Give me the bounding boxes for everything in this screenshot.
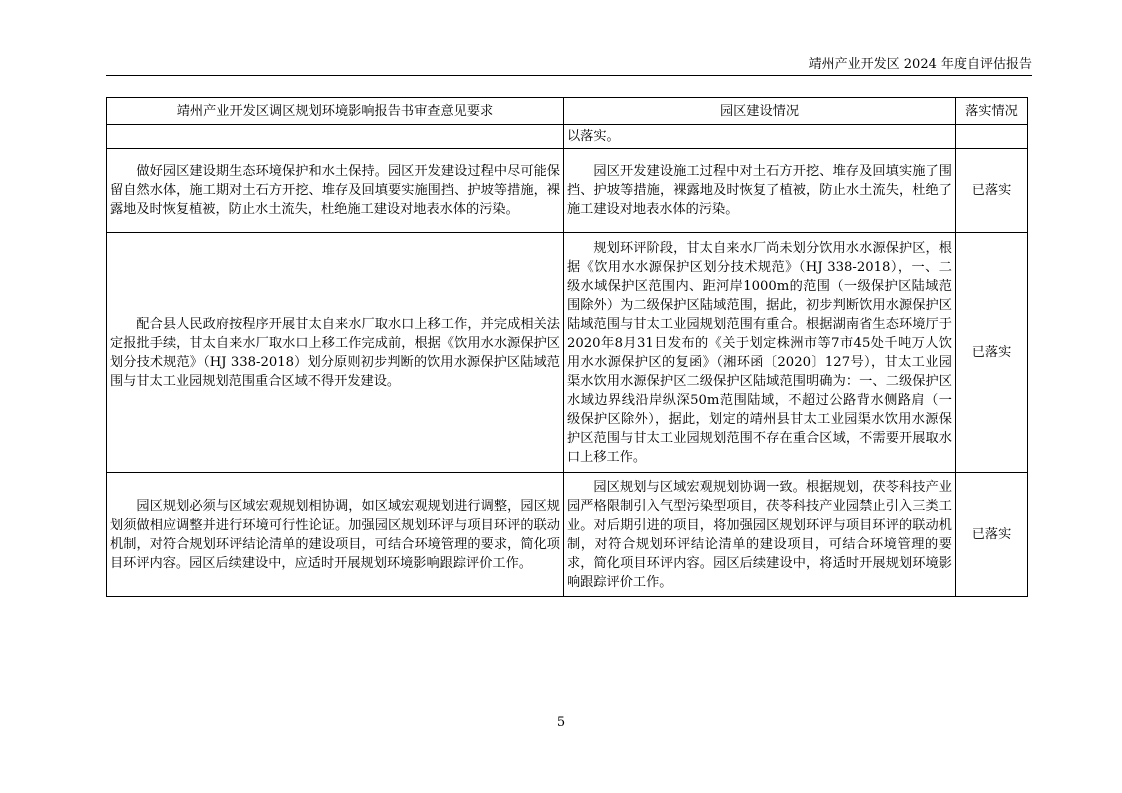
column-header-requirement: 靖州产业开发区调区规划环境影响报告书审查意见要求 <box>107 98 564 125</box>
page-number: 5 <box>556 715 566 730</box>
status-cell: 已落实 <box>956 473 1028 597</box>
construction-cell: 以落实。 <box>564 125 956 149</box>
table-row <box>107 473 1028 597</box>
status-cell: 已落实 <box>956 149 1028 233</box>
table-header-row <box>107 98 1028 125</box>
column-header-construction: 园区建设情况 <box>564 98 956 125</box>
status-cell: 已落实 <box>956 233 1028 473</box>
table-row <box>107 233 1028 473</box>
header-divider <box>106 75 1032 76</box>
requirement-cell: 做好园区建设期生态环境保护和水土保持。园区开发建设过程中尽可能保留自然水体，施工期对土石方开挖、堆存及回填要实施围挡、护坡等措施，裸露地及时恢复植被，防止水土流失，杜绝施工建设对地表水体的污染。 <box>107 149 564 233</box>
requirement-cell <box>107 125 564 149</box>
status-cell <box>956 125 1028 149</box>
review-table <box>106 97 1028 597</box>
report-header-title: 靖州产业开发区 2024 年度自评估报告 <box>808 57 1032 72</box>
column-header-status: 落实情况 <box>956 98 1028 125</box>
construction-cell: 规划环评阶段，甘太自来水厂尚未划分饮用水水源保护区，根据《饮用水水源保护区划分技术规范》（HJ 338-2018），一、二级水域保护区范围内、距河岸1000m的范围（一级保护区陆域范围除外）为二级保护区陆域范围，据此，初步判断饮用水源保护区陆域范围与甘太工业园规划范围有重合。根据湖南省生态环境厅于2020年8月31日发布的《关于划定株洲市等7市45处千吨万人饮用水水源保护区的复函》（湘环函〔2020〕127号），甘太工业园渠水饮用水源保护区二级保护区陆域范围明确为：一、二级保护区水域边界线沿岸纵深50m范围陆域，不超过公路背水侧路肩（一级保护区除外），据此，划定的靖州县甘太工业园渠水饮用水源保护区范围与甘太工业园规划范围不存在重合区域，不需要开展取水口上移工作。 <box>564 233 956 473</box>
requirement-cell: 园区规划必须与区域宏观规划相协调，如区域宏观规划进行调整，园区规划须做相应调整并进行环境可行性论证。加强园区规划环评与项目环评的联动机制，对符合规划环评结论清单的建设项目，可结合环境管理的要求，简化项目环评内容。园区后续建设中，应适时开展规划环境影响跟踪评价工作。 <box>107 473 564 597</box>
construction-cell: 园区开发建设施工过程中对土石方开挖、堆存及回填实施了围挡、护坡等措施，裸露地及时恢复了植被，防止水土流失，杜绝了施工建设对地表水体的污染。 <box>564 149 956 233</box>
construction-cell: 园区规划与区域宏观规划协调一致。根据规划，茯苓科技产业园严格限制引入气型污染型项目，茯苓科技产业园禁止引入三类工业。对后期引进的项目，将加强园区规划环评与项目环评的联动机制，对符合规划环评结论清单的建设项目，可结合环境管理的要求，简化项目环评内容。园区后续建设中，将适时开展规划环境影响跟踪评价工作。 <box>564 473 956 597</box>
table-row <box>107 149 1028 233</box>
table-row <box>107 125 1028 149</box>
requirement-cell: 配合县人民政府按程序开展甘太自来水厂取水口上移工作，并完成相关法定报批手续，甘太自来水厂取水口上移工作完成前，根据《饮用水水源保护区划分技术规范》（HJ 338-2018）划分原则初步判断的饮用水源保护区陆域范围与甘太工业园规划范围重合区域不得开发建设。 <box>107 233 564 473</box>
